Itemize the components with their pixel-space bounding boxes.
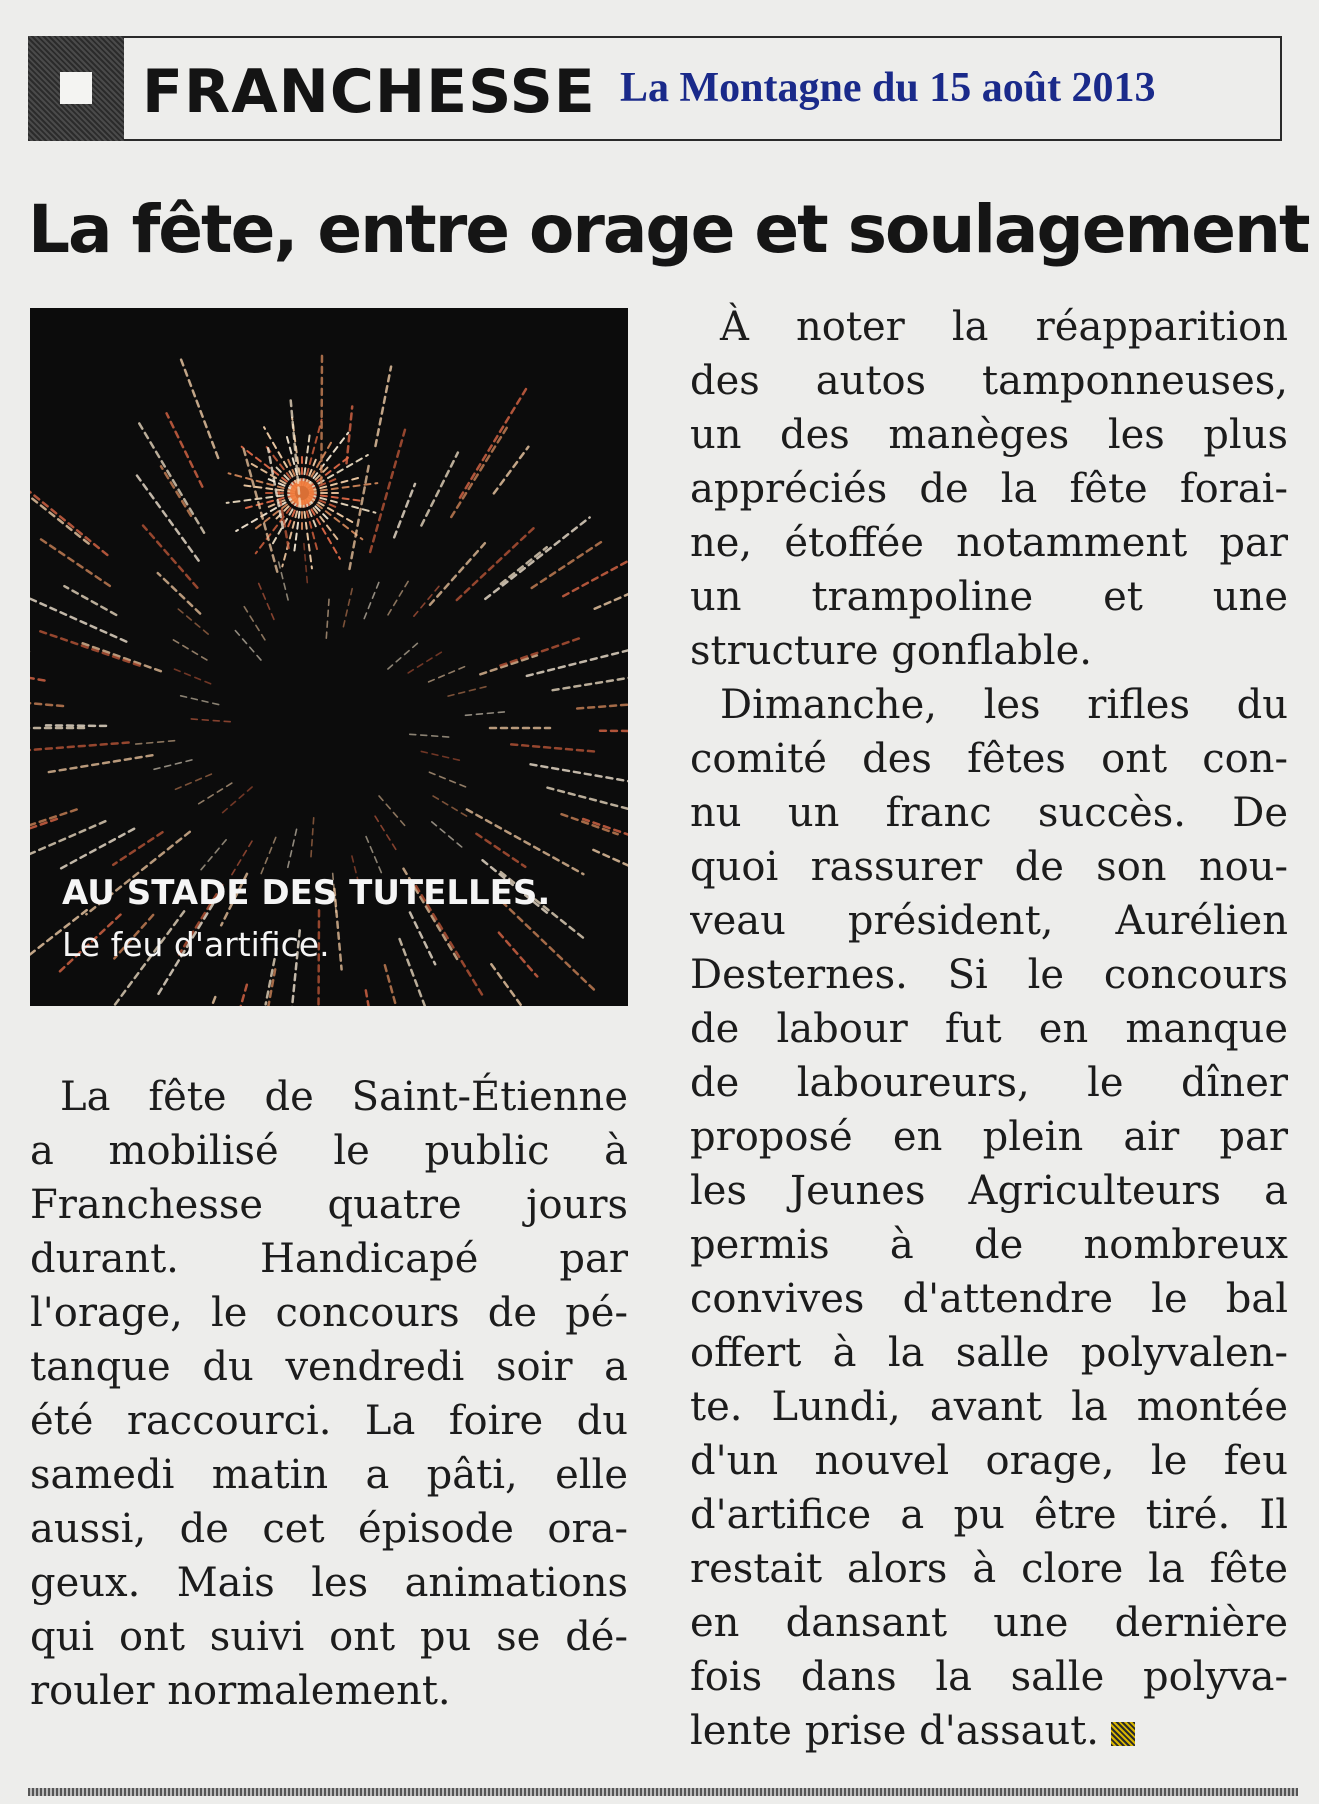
spark-streak	[410, 734, 450, 737]
spark-streak	[433, 796, 467, 817]
spark-streak	[388, 643, 418, 669]
text-line: a mobilisé le public à	[30, 1128, 628, 1174]
text-line: ne, étoffée notamment par	[690, 520, 1288, 566]
spark-streak	[178, 608, 209, 634]
spark-streak	[467, 809, 584, 874]
spark-streak	[385, 965, 413, 1006]
spark-streak	[260, 969, 275, 1006]
spark-streak	[181, 360, 218, 458]
spark-streak	[294, 501, 301, 551]
spark-streak	[235, 630, 261, 660]
spark-streak	[583, 819, 628, 847]
spark-streak	[44, 755, 152, 773]
spark-streak	[30, 809, 77, 852]
text-line: d'artifice a pu être tiré. Il	[690, 1492, 1288, 1538]
spark-streak	[153, 760, 192, 770]
text-line: nu un franc succès. De	[690, 790, 1288, 836]
text-line: qui ont suivi ont pu se dé-	[30, 1614, 628, 1660]
spark-streak	[577, 704, 628, 709]
text-line: aussi, de cet épisode ora-	[30, 1506, 628, 1552]
spark-streak	[303, 435, 310, 485]
spark-streak	[326, 598, 329, 638]
text-line: proposé en plein air par	[690, 1114, 1288, 1160]
spark-streak	[448, 686, 487, 696]
article-headline: La fête, entre orage et soulagement	[28, 191, 1309, 268]
spark-streak	[343, 588, 352, 627]
spark-streak	[593, 850, 628, 894]
spark-streak	[375, 816, 396, 850]
spark-streak	[244, 485, 294, 492]
spark-streak	[309, 455, 368, 489]
text-line: convives d'attendre le bal	[690, 1276, 1288, 1322]
text-line: l'orage, le concours de pé-	[30, 1290, 628, 1336]
photo-caption-text: Le feu d'artifice.	[62, 925, 330, 964]
spark-streak	[375, 367, 391, 446]
text-line: un trampoline et une	[690, 574, 1288, 620]
spark-streak	[143, 526, 197, 588]
spark-streak	[563, 544, 628, 596]
spark-streak	[161, 466, 191, 515]
text-line: restait alors à clore la fête	[690, 1546, 1288, 1592]
spark-streak	[174, 669, 211, 684]
spark-streak	[562, 814, 618, 834]
spark-streak	[190, 719, 230, 722]
text-line: été raccourci. La foire du	[30, 1398, 628, 1444]
spark-streak	[364, 582, 379, 619]
spark-streak	[36, 630, 139, 666]
spark-streak	[429, 772, 466, 787]
spark-streak	[480, 655, 537, 674]
text-line: fois dans la salle polyva-	[690, 1654, 1288, 1700]
spark-streak	[46, 725, 106, 726]
spark-streak	[306, 500, 340, 559]
text-line: un des manèges les plus	[690, 412, 1288, 458]
spark-streak	[41, 539, 110, 586]
spark-streak	[30, 658, 45, 681]
text-line: Desternes. Si le concours	[690, 952, 1288, 998]
text-line: quoi rassurer de son nou-	[690, 844, 1288, 890]
text-line: en dansant une dernière	[690, 1600, 1288, 1646]
text-line: lente prise d'assaut.	[690, 1704, 1288, 1758]
text-line: permis à de nombreux	[690, 1222, 1288, 1268]
spark-streak	[168, 997, 215, 1006]
spark-streak	[494, 447, 529, 494]
spark-streak	[288, 829, 297, 868]
spark-streak	[531, 764, 628, 783]
spark-streak	[388, 581, 409, 615]
spark-streak	[350, 466, 369, 569]
spark-streak	[553, 669, 628, 691]
spark-streak	[173, 639, 207, 660]
spark-streak	[244, 606, 265, 640]
text-line: La fête de Saint-Étienne	[60, 1074, 628, 1120]
bottom-divider	[28, 1788, 1298, 1796]
spark-streak	[460, 387, 528, 498]
spark-streak	[400, 939, 429, 1006]
text-line: tanque du vendredi soir a	[30, 1344, 628, 1390]
spark-streak	[81, 643, 161, 671]
source-date: La Montagne du 15 août 2013	[620, 65, 1156, 111]
spark-streak	[430, 543, 485, 605]
fireworks-photo	[30, 308, 628, 1006]
spark-streak	[175, 774, 212, 790]
spark-streak	[310, 494, 360, 501]
article-column-left	[30, 1070, 628, 1718]
spark-streak	[30, 743, 129, 753]
text-line: des autos tamponneuses,	[690, 358, 1288, 404]
text-line: les Jeunes Agriculteurs a	[690, 1168, 1288, 1214]
spark-streak	[465, 712, 505, 715]
spark-streak	[429, 666, 466, 682]
rubric-square-icon	[28, 36, 124, 141]
spark-streak	[408, 652, 442, 673]
spark-streak	[511, 744, 596, 751]
spark-streak	[64, 586, 116, 615]
text-line: Dimanche, les rifles du	[720, 682, 1288, 728]
burst-core	[290, 481, 314, 505]
text-line: durant. Handicapé par	[30, 1236, 628, 1282]
spark-streak	[136, 475, 198, 561]
spark-streak	[394, 484, 415, 537]
spark-streak	[30, 821, 105, 864]
rubric-title: FRANCHESSE	[142, 57, 596, 127]
spark-streak	[527, 649, 628, 676]
spark-streak	[499, 933, 537, 977]
spark-streak	[547, 788, 628, 822]
spark-streak	[258, 583, 274, 620]
text-line: À noter la réapparition	[720, 304, 1288, 350]
spark-streak	[451, 427, 507, 517]
spark-streak	[532, 542, 602, 588]
text-line: veau président, Aurélien	[690, 898, 1288, 944]
text-line: rouler normalement.	[30, 1668, 451, 1714]
text-line: geux. Mais les animations	[30, 1560, 628, 1606]
spark-streak	[278, 561, 288, 600]
text-line: te. Lundi, avant la montée	[690, 1384, 1288, 1430]
photo-caption-title: AU STADE DES TUTELLES.	[62, 873, 551, 913]
spark-streak	[414, 586, 440, 617]
spark-streak	[432, 822, 463, 848]
article-column-right	[690, 300, 1288, 1758]
text-line: offert à la salle polyvalen-	[690, 1330, 1288, 1376]
text-line: de labour fut en manque	[690, 1006, 1288, 1052]
spark-streak	[600, 731, 628, 732]
spark-streak	[410, 912, 435, 964]
spark-streak	[167, 413, 203, 486]
text-line: d'un nouvel orage, le feu	[690, 1438, 1288, 1484]
spark-streak	[158, 573, 200, 613]
spark-streak	[421, 751, 460, 760]
spark-streak	[379, 796, 405, 826]
spark-streak	[311, 818, 314, 858]
spark-streak	[500, 638, 580, 666]
text-line: comité des fêtes ont con-	[690, 736, 1288, 782]
spark-streak	[180, 696, 219, 705]
text-line: structure gonflable.	[690, 628, 1092, 674]
spark-streak	[304, 543, 307, 583]
spark-streak	[366, 990, 388, 1006]
spark-streak	[30, 697, 63, 706]
spark-streak	[200, 840, 226, 871]
spark-streak	[218, 985, 247, 1006]
text-line: appréciés de la fête forai-	[690, 466, 1288, 512]
end-of-article-icon	[1111, 1722, 1135, 1746]
spark-streak	[198, 783, 232, 804]
text-line: Franchesse quatre jours	[30, 1182, 628, 1228]
spark-streak	[30, 487, 107, 555]
text-line: de laboureurs, le dîner	[690, 1060, 1288, 1106]
spark-streak	[222, 787, 252, 813]
text-line: samedi matin a pâti, elle	[30, 1452, 628, 1498]
spark-streak	[138, 421, 204, 533]
spark-streak	[135, 741, 175, 744]
